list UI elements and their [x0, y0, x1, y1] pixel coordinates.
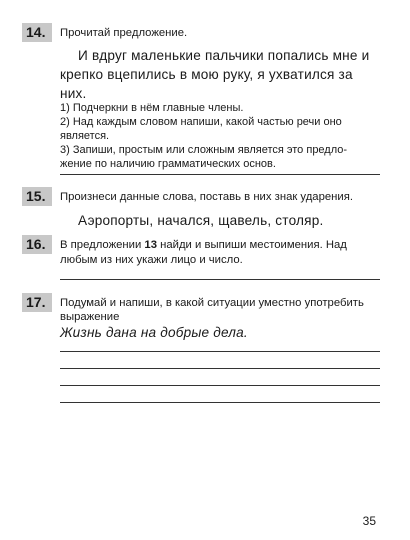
- answer-line[interactable]: [60, 402, 380, 403]
- task-item: 1) Подчеркни в нём главные члены.: [60, 102, 244, 114]
- task-number: 16.: [22, 235, 52, 254]
- answer-line[interactable]: [60, 385, 380, 386]
- task-instruction-line2: любым из них укажи лицо и число.: [60, 254, 243, 266]
- sentence-line: них.: [60, 86, 87, 101]
- task-number: 15.: [22, 187, 52, 206]
- task-instruction: [60, 238, 347, 253]
- task-item: является.: [60, 130, 110, 142]
- sentence-number: 13: [144, 239, 157, 251]
- answer-line[interactable]: [60, 174, 380, 175]
- task-item: 3) Запиши, простым или сложным является это предло-: [60, 144, 348, 156]
- instruction-text: В предложении: [60, 239, 145, 251]
- task-instruction-line2: выражение: [60, 311, 120, 323]
- task-item: жение по наличию грамматических основ.: [60, 158, 276, 170]
- task-instruction: Подумай и напиши, в какой ситуации уместно употребить: [60, 297, 364, 309]
- task-instruction: Произнеси данные слова, поставь в них знак ударения.: [60, 191, 353, 203]
- instruction-text: найди и выпиши местоимения. Над: [157, 239, 347, 251]
- answer-line[interactable]: [60, 368, 380, 369]
- answer-line[interactable]: [60, 351, 380, 352]
- expression: Жизнь дана на добрые дела.: [60, 325, 248, 340]
- sentence-line: крепко вцепились в мою руку, я ухватился за: [60, 67, 353, 82]
- word-list: Аэропорты, начался, щавель, столяр.: [78, 213, 324, 228]
- task-instruction: Прочитай предложение.: [60, 27, 188, 39]
- page-number: 35: [362, 514, 376, 528]
- task-items: [60, 101, 385, 171]
- sentence-line: И вдруг маленькие пальчики попались мне и: [78, 48, 370, 63]
- answer-line[interactable]: [60, 279, 380, 280]
- task-item: 2) Над каждым словом напиши, какой частью речи оно: [60, 116, 342, 128]
- task-number: 14.: [22, 23, 52, 42]
- task-number: 17.: [22, 293, 52, 312]
